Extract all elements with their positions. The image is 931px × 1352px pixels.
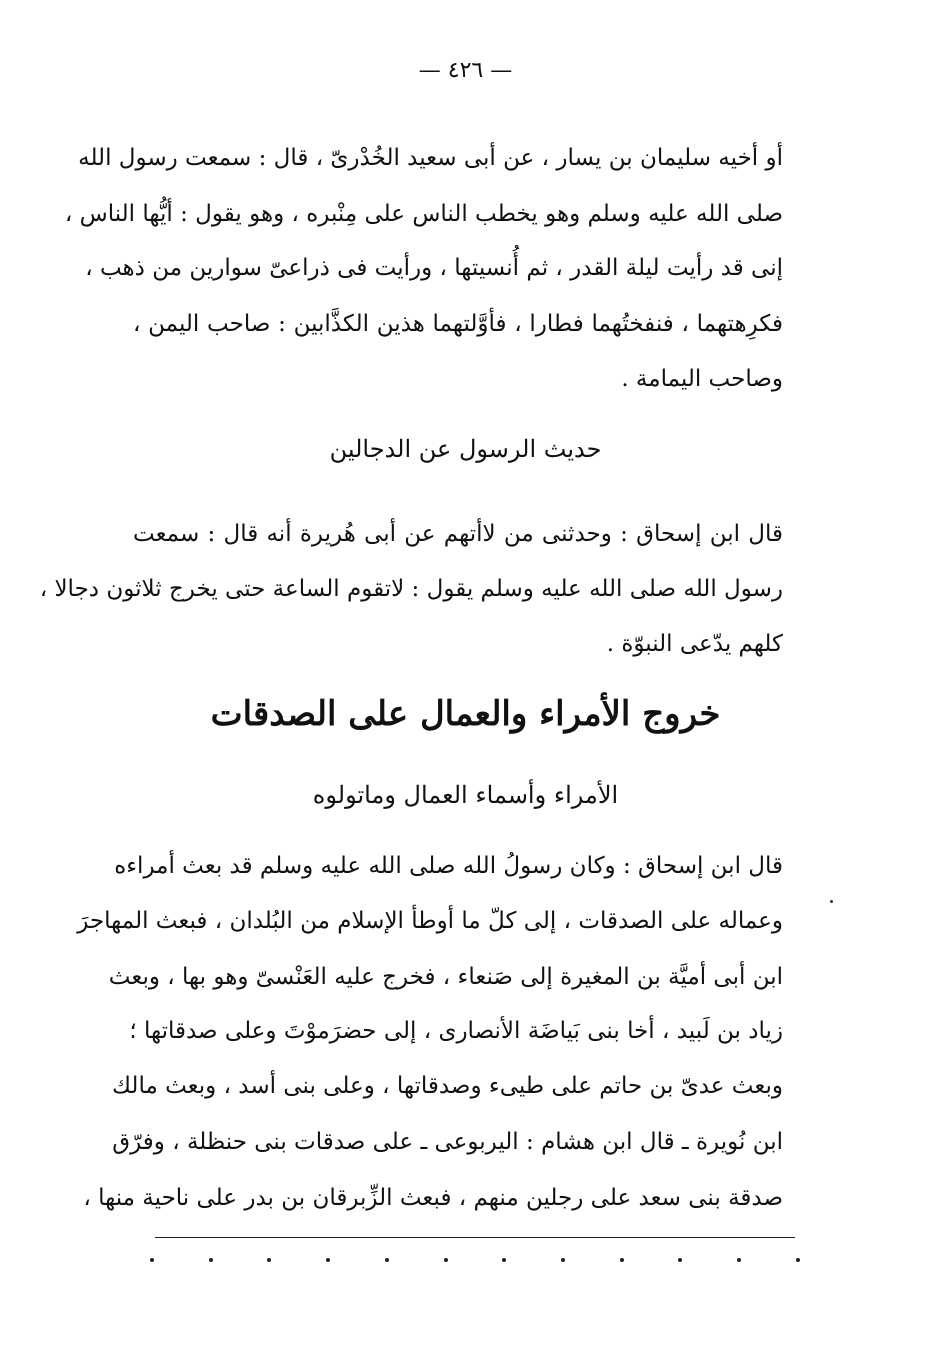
- dot: [326, 1258, 330, 1262]
- dot: [737, 1258, 741, 1262]
- text-line: زياد بن لَبيد ، أخا بنى بَياضَة الأنصارى ، إلى حضرَموْتَ وعلى صدقاتها ؛: [129, 1018, 783, 1044]
- page-number: — ٤٢٦ —: [418, 58, 513, 83]
- chapter-heading: خروج الأمراء والعمال على الصدقات: [210, 694, 721, 734]
- dot: [385, 1258, 389, 1262]
- text-line: صلى الله عليه وسلم وهو يخطب الناس على مِنْبره ، وهو يقول : أيُّها الناس ،: [64, 201, 783, 227]
- dot: [502, 1258, 506, 1262]
- text-line: وعماله على الصدقات ، إلى كلّ ما أوطأ الإسلام من البُلدان ، فبعث المهاجرَ: [77, 908, 783, 934]
- text-line: فكرِهتهما ، فنفختُهما فطارا ، فأوَّلتهما هذين الكذَّابين : صاحب اليمن ،: [133, 311, 783, 337]
- text-line: ابن نُويرة ـ قال ابن هشام : اليربوعى ـ على صدقات بنى حنظلة ، وفرّق: [112, 1129, 783, 1155]
- text-line: وصاحب اليمامة .: [621, 366, 783, 392]
- text-line: كلهم يدّعى النبوّة .: [606, 631, 783, 657]
- scan-speck: [830, 900, 833, 903]
- dot: [209, 1258, 213, 1262]
- dot: [620, 1258, 624, 1262]
- dot: [150, 1258, 154, 1262]
- text-line: إنى قد رأيت ليلة القدر ، ثم أُنسيتها ، ورأيت فى ذراعىّ سوارين من ذهب ،: [85, 255, 783, 281]
- section-subheading: حديث الرسول عن الدجالين: [329, 435, 602, 463]
- text-line: صدقة بنى سعد على رجلين منهم ، فبعث الزِّبرقان بن بدر على ناحية منها ،: [83, 1185, 783, 1211]
- dot: [444, 1258, 448, 1262]
- dot: [561, 1258, 565, 1262]
- text-line: أو أخيه سليمان بن يسار ، عن أبى سعيد الخُدْرىّ ، قال : سمعت رسول الله: [78, 145, 783, 171]
- dot: [796, 1258, 800, 1262]
- text-line: رسول الله صلى الله عليه وسلم يقول : لاتقوم الساعة حتى يخرج ثلاثون دجالا ،: [39, 576, 783, 602]
- section-subheading: الأمراء وأسماء العمال وماتولوه: [312, 781, 619, 809]
- dot: [678, 1258, 682, 1262]
- footer-dots: [150, 1258, 800, 1262]
- footer-rule: [155, 1237, 795, 1238]
- text-line: ابن أبى أميَّة بن المغيرة إلى صَنعاء ، فخرج عليه العَنْسىّ وهو بها ، وبعث: [108, 964, 783, 990]
- text-line: قال ابن إسحاق : وكان رسولُ الله صلى الله عليه وسلم قد بعث أمراءه: [114, 853, 783, 879]
- dot: [267, 1258, 271, 1262]
- text-line: قال ابن إسحاق : وحدثنى من لاأتهم عن أبى هُريرة أنه قال : سمعت: [133, 521, 783, 547]
- text-line: وبعث عدىّ بن حاتم على طيىء وصدقاتها ، وعلى بنى أسد ، وبعث مالك: [112, 1073, 783, 1099]
